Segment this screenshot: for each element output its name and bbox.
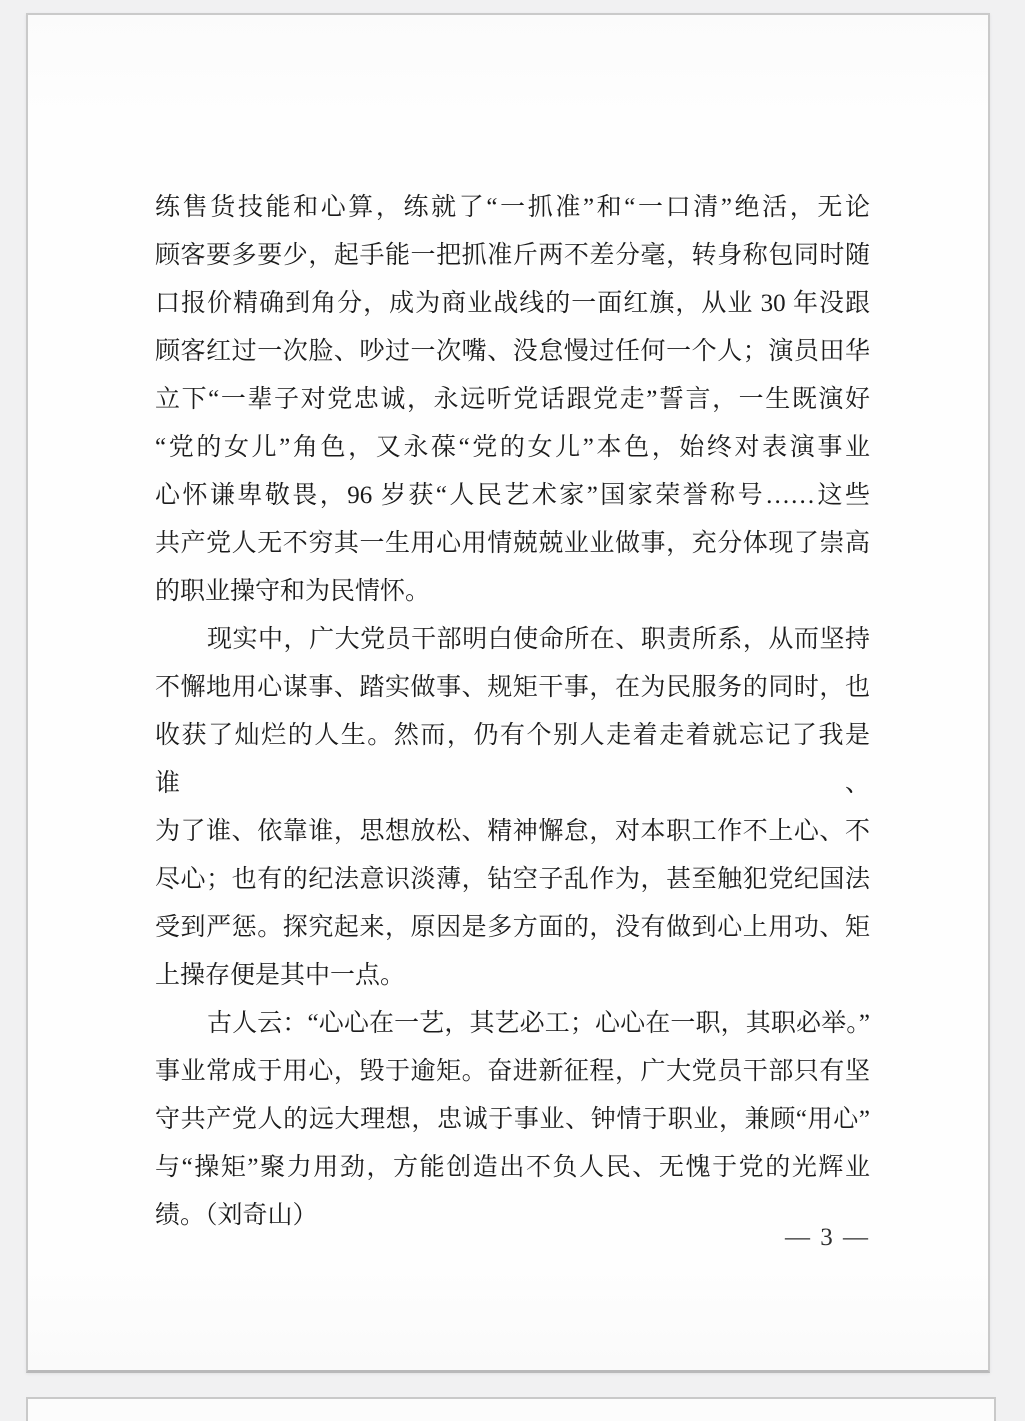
text-line: 受到严惩。探究起来，原因是多方面的，没有做到心上用功、矩 [155,914,870,941]
text-line: 不懈地用心谋事、踏实做事、规矩干事，在为民服务的同时，也 [155,674,870,701]
text-line: 尽心；也有的纪法意识淡薄，钻空子乱作为，甚至触犯党纪国法 [155,866,870,893]
page-number: — 3 — [785,1224,870,1251]
document-page [26,13,990,1373]
text-line: 收获了灿烂的人生。然而，仍有个别人走着走着就忘记了我是谁、 [155,722,870,797]
text-line: 事业常成于用心，毁于逾矩。奋进新征程，广大党员干部只有坚 [155,1058,870,1085]
text-line: 立下“一辈子对党忠诚，永远听党话跟党走”誓言，一生既演好 [155,386,870,413]
text-line: 守共产党人的远大理想，忠诚于事业、钟情于职业，兼顾“用心” [155,1106,870,1133]
text-line: “党的女儿”角色，又永葆“党的女儿”本色，始终对表演事业 [155,434,870,461]
text-line: 的职业操守和为民情怀。 [155,578,431,605]
text-line: 口报价精确到角分，成为商业战线的一面红旗，从业 30 年没跟 [155,290,870,317]
text-line: 上操存便是其中一点。 [155,962,406,989]
text-line: 现实中，广大党员干部明白使命所在、职责所系，从而坚持 [207,626,870,653]
text-line: 为了谁、依靠谁，思想放松、精神懈怠，对本职工作不上心、不 [155,818,870,845]
text-line: 顾客红过一次脸、吵过一次嘴、没怠慢过任何一个人；演员田华 [155,338,870,365]
next-page-edge [26,1397,996,1421]
text-line: 共产党人无不穷其一生用心用情兢兢业业做事，充分体现了崇高 [155,530,870,557]
text-line: 与“操矩”聚力用劲，方能创造出不负人民、无愧于党的光辉业 [155,1154,870,1181]
text-line: 古人云：“心心在一艺，其艺必工；心心在一职，其职必举。” [207,1010,870,1037]
text-line: 顾客要多要少，起手能一把抓准斤两不差分毫，转身称包同时随 [155,242,870,269]
text-line: 心怀谦卑敬畏，96 岁获“人民艺术家”国家荣誉称号……这些 [155,482,870,509]
text-line: 绩。（刘奇山） [155,1202,318,1229]
document-body [155,184,870,1240]
text-line: 练售货技能和心算，练就了“一抓准”和“一口清”绝活，无论 [155,194,870,221]
